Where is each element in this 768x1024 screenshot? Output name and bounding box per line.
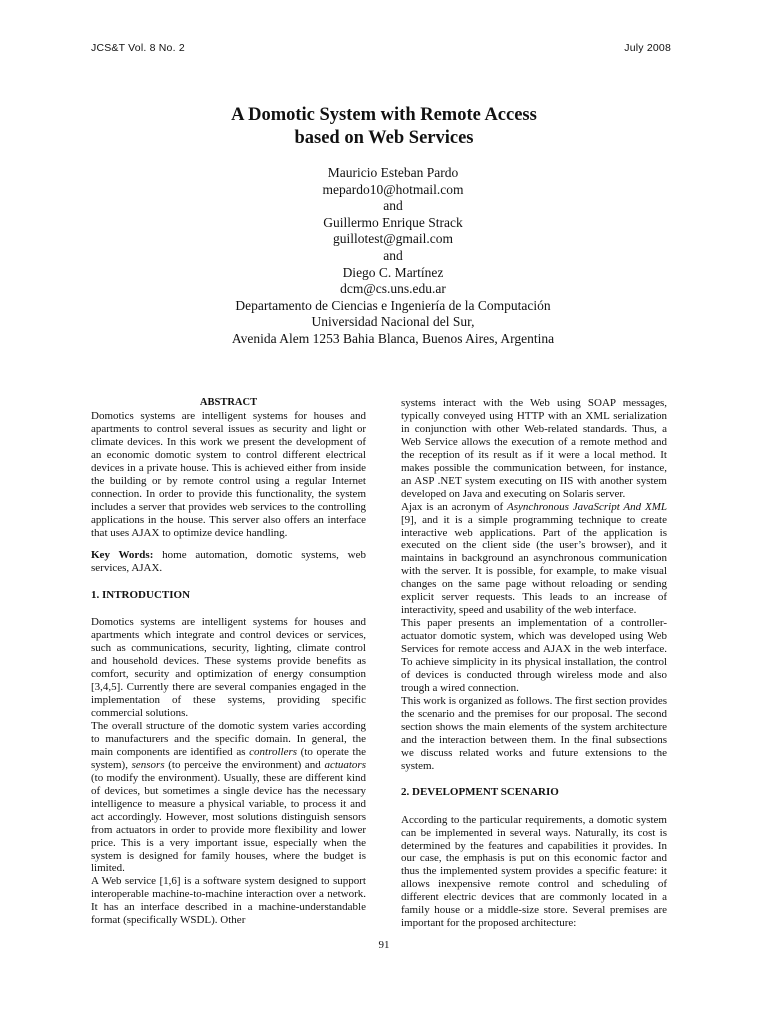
intro-text: (to perceive the environment) and [164, 758, 325, 771]
abstract-heading: ABSTRACT [199, 397, 258, 408]
keywords-text: home automation, domotic systems, web services, AJAX. [91, 549, 366, 575]
right-column [401, 397, 667, 930]
intro-paragraph: Domotics systems are intelligent systems for houses and apartments which integrate and control devices or services, such as communications, security, lighting, climate control and household devices. These systems provide benefits as comfort, security and optimization of energy consumption [3,4,5]. Currently there are several companies engaged in the implementation of these systems, providing specific commercial solutions. [91, 616, 366, 720]
author-email: guillotest@gmail.com [332, 231, 454, 247]
affiliation-department: Departamento de Ciencias e Ingeniería de la Computación [235, 297, 551, 313]
author-email: mepardo10@hotmail.com [322, 181, 464, 197]
author-email: dcm@cs.uns.edu.ar [340, 281, 446, 297]
keywords-label: Key Words: [91, 549, 154, 562]
term-ajax: Asynchronous JavaScript And XML [506, 500, 667, 513]
keywords [91, 549, 366, 575]
author-name: Guillermo Enrique Strack [323, 214, 463, 230]
intro-paragraph: A Web service [1,6] is a software system designed to support interoperable machine-to-machine interaction over a network. It has an interface described in a machine-understandable format (specifically WSDL). Other [91, 875, 366, 927]
body-text: Ajax is an acronym of [401, 500, 507, 513]
body-text: [9], and it is a simple programming technique to create interactive web applications. Part of the application is executed on the client side (the user’s browser), and it maintains in background an asynchronous communication with the server. It is possible, for example, to make visual changes on the same page without reloading or sending explicit server requests. This leads to an increase of interactivity, speed and usability of the web interface. [401, 513, 667, 617]
intro-paragraph [91, 720, 366, 875]
body-paragraph: According to the particular requirements, a domotic system can be implemented in several ways. Naturally, its cost is determined by the features and capabilities it provides. In our case, the emphasis is put on this economic factor and thus the implemented system provides a specific feature: it allows inexpensive remote control and scheduling of different electric devices that are commonly located in a family house or a middle-size store. Several premises are important for the proposed architecture: [401, 813, 667, 930]
title-line-1: A Domotic System with Remote Access [231, 105, 537, 125]
body-paragraph: This work is organized as follows. The first section provides the scenario and the premises for our proposal. The second section shows the main elements of the system architecture and the interaction between them. In the final subsections we discuss related works and future extensions to the system. [401, 694, 667, 772]
paper-title [0, 104, 768, 150]
title-line-2: based on Web Services [294, 128, 474, 148]
date-header: July 2008 [624, 42, 671, 54]
term-controllers: controllers [249, 745, 298, 758]
author-separator: and [383, 198, 403, 214]
page-number: 91 [378, 939, 390, 951]
section-heading-development-scenario: 2. DEVELOPMENT SCENARIO [401, 785, 559, 798]
section-heading-introduction: 1. INTRODUCTION [91, 589, 191, 602]
affiliation-address: Avenida Alem 1253 Bahia Blanca, Buenos Aires, Argentina [231, 330, 555, 346]
body-paragraph [401, 501, 667, 618]
term-sensors: sensors [131, 758, 165, 771]
author-block [0, 165, 768, 348]
author-name: Mauricio Esteban Pardo [327, 165, 459, 180]
intro-text: The overall structure of the domotic system varies according to manufacturers and the specific domain. In general, the main components are identified as [91, 719, 366, 758]
body-paragraph: systems interact with the Web using SOAP messages, typically conveyed using HTTP with an XML serialization in conjunction with other Web-related standards. Thus, a Web Service allows the execution of a remote method and the reception of its result as if it were a local method. It makes possible the communication between, for instance, an ASP .NET system executing on IIS with another system developed on Java and executing on Solaris server. [401, 397, 667, 500]
abstract-text: Domotics systems are intelligent systems for houses and apartments to control several issues as security and light or climate devices. In this work we present the development of an economic domotic system to control different electrical devices in a private house. This is achieved either from inside the building or by remote control using a regular Internet connection. In order to provide this functionality, the system includes a server that provides web services to the controlling applications in the house. This server also offers an interface that uses AJAX to optimize device handling. [91, 409, 366, 539]
journal-header: JCS&T Vol. 8 No. 2 [91, 42, 185, 54]
intro-text: (to modify the environment). Usually, these are different kind of devices, but sometimes a single device has the necessary intelligence to measure a physical variable, to process it and act accordingly. However, most solutions distinguish sensors from actuators in order to provide more flexibility and lower price. This is a very important issue, especially when the system is designed for family houses, where the budget is limited. [91, 771, 366, 875]
intro-text: (to operate the system), [91, 745, 366, 771]
author-separator: and [383, 247, 403, 263]
left-column [91, 397, 366, 927]
term-actuators: actuators [324, 758, 366, 771]
affiliation-university: Universidad Nacional del Sur, [311, 314, 475, 330]
body-paragraph: This paper presents an implementation of a controller-actuator domotic system, which was developed using Web Services for remote access and AJAX in the web interface. To achieve simplicity in its physical installation, the control of devices is conducted through wireless mode and also trough a wired connection. [401, 617, 667, 694]
author-name: Diego C. Martínez [342, 264, 444, 280]
